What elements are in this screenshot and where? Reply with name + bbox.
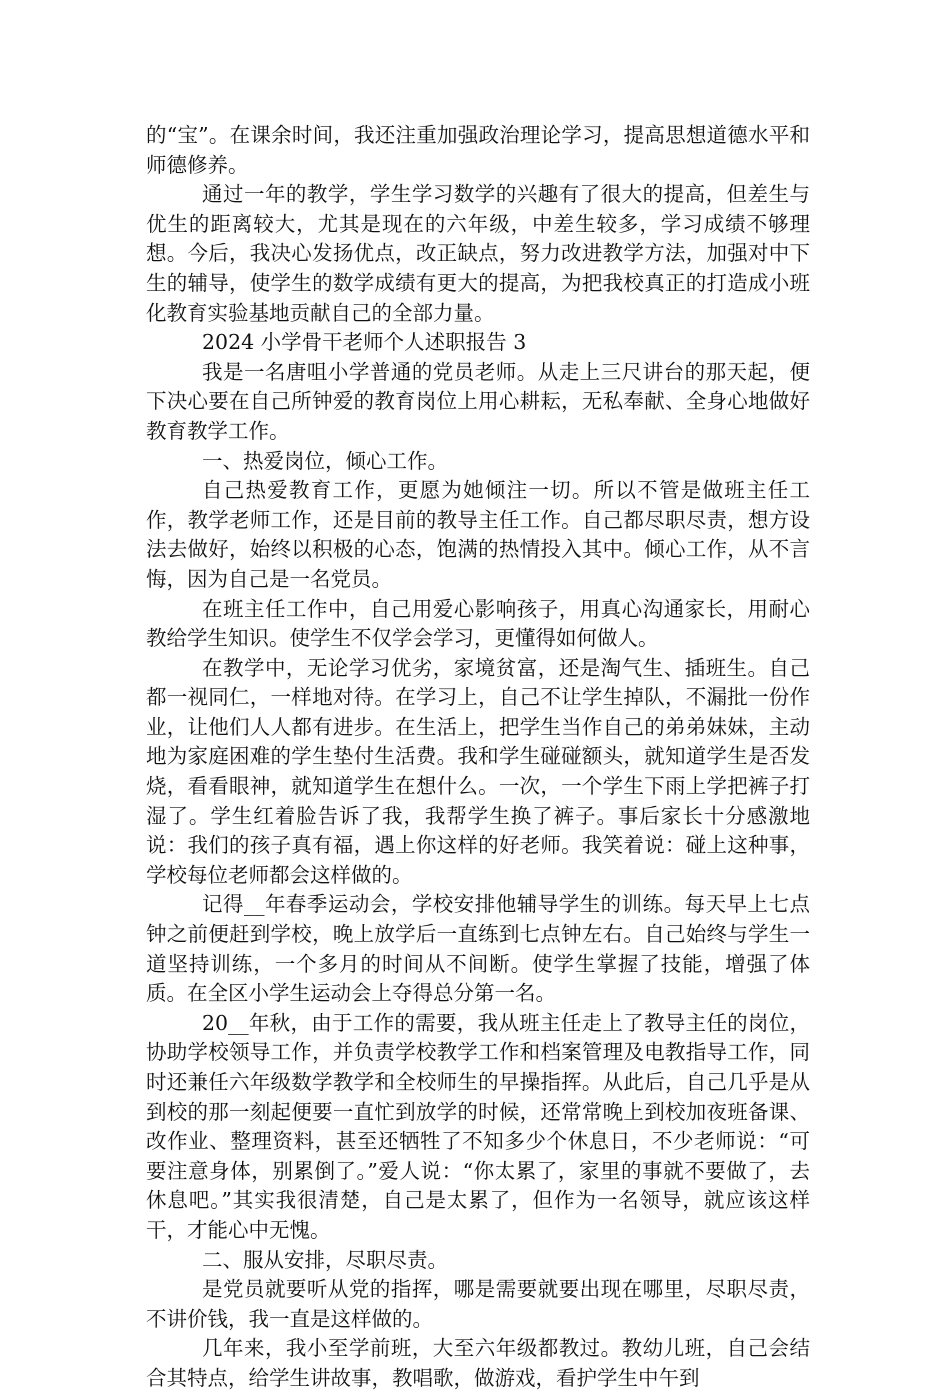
paragraph: 的“宝”。在课余时间，我还注重加强政治理论学习，提高思想道德水平和师德修养。 xyxy=(146,123,810,177)
paragraph: 通过一年的教学，学生学习数学的兴趣有了很大的提高，但差生与优生的距离较大，尤其是现在的六年级，中差生较多，学习成绩不够理想。今后，我决心发扬优点，改正缺点，努力改进教学方法，加强对中下生的辅导，使学生的数学成绩有更大的提高，为把我校真正的打造成小班化教育实验基地贡献自己的全部力量。 xyxy=(146,182,810,325)
paragraph: 在教学中，无论学习优劣，家境贫富，还是淘气生、插班生。自己都一视同仁，一样地对待。在学习上，自己不让学生掉队，不漏批一份作业，让他们人人都有进步。在生活上，把学生当作自己的弟弟妹妹，主动地为家庭困难的学生垫付生活费。我和学生碰碰额头，就知道学生是否发烧，看看眼神，就知道学生在想什么。一次，一个学生下雨上学把裤子打湿了。学生红着脸告诉了我，我帮学生换了裤子。事后家长十分感激地说：我们的孩子真有福，遇上你这样的好老师。我笑着说：碰上这种事，学校每位老师都会这样做的。 xyxy=(146,655,810,887)
paragraph: 是党员就要听从党的指挥，哪是需要就要出现在哪里，尽职尽责，不讲价钱，我一直是这样做的。 xyxy=(146,1277,810,1331)
paragraph: 自己热爱教育工作，更愿为她倾注一切。所以不管是做班主任工作，教学老师工作，还是目前的教导主任工作。自己都尽职尽责，想方设法去做好，始终以积极的心态，饱满的热情投入其中。倾心工作，从不言悔，因为自己是一名党员。 xyxy=(146,478,810,591)
section-title: 2024 小学骨干老师个人述职报告 3 xyxy=(202,330,527,355)
paragraph: 20__年秋，由于工作的需要，我从班主任走上了教导主任的岗位，协助学校领导工作，并负责学校教学工作和档案管理及电教指导工作，同时还兼任六年级数学教学和全校师生的早操指挥。从此后，自己几乎是从到校的那一刻起便要一直忙到放学的时候，还常常晚上到校加夜班备课、改作业、整理资料，甚至还牺牲了不知多少个休息日，不少老师说：“可要注意身体，别累倒了。”爱人说：“你太累了，家里的事就不要做了，去休息吧。”其实我很清楚，自己是太累了，但作为一名领导，就应该这样干，才能心中无愧。 xyxy=(146,1010,810,1242)
paragraph: 我是一名唐咀小学普通的党员老师。从走上三尺讲台的那天起，便下决心要在自己所钟爱的教育岗位上用心耕耘，无私奉献、全身心地做好教育教学工作。 xyxy=(146,359,810,443)
paragraph: 记得__年春季运动会，学校安排他辅导学生的训练。每天早上七点钟之前便赶到学校，晚上放学后一直练到七点钟左右。自己始终与学生一道坚持训练，一个多月的时间从不间断。使学生掌握了技能，增强了体质。在全区小学生运动会上夺得总分第一名。 xyxy=(146,892,810,1006)
paragraph: 几年来，我小至学前班，大至六年级都教过。教幼儿班，自己会结合其特点，给学生讲故事，教唱歌，做游戏，看护学生中午到 xyxy=(146,1336,810,1390)
paragraph: 在班主任工作中，自己用爱心影响孩子，用真心沟通家长，用耐心教给学生知识。使学生不仅学会学习，更懂得如何做人。 xyxy=(146,596,810,651)
document-body xyxy=(146,121,810,1394)
section-heading: 一、热爱岗位，倾心工作。 xyxy=(202,448,448,473)
section-heading: 二、服从安排，尽职尽责。 xyxy=(202,1247,448,1272)
